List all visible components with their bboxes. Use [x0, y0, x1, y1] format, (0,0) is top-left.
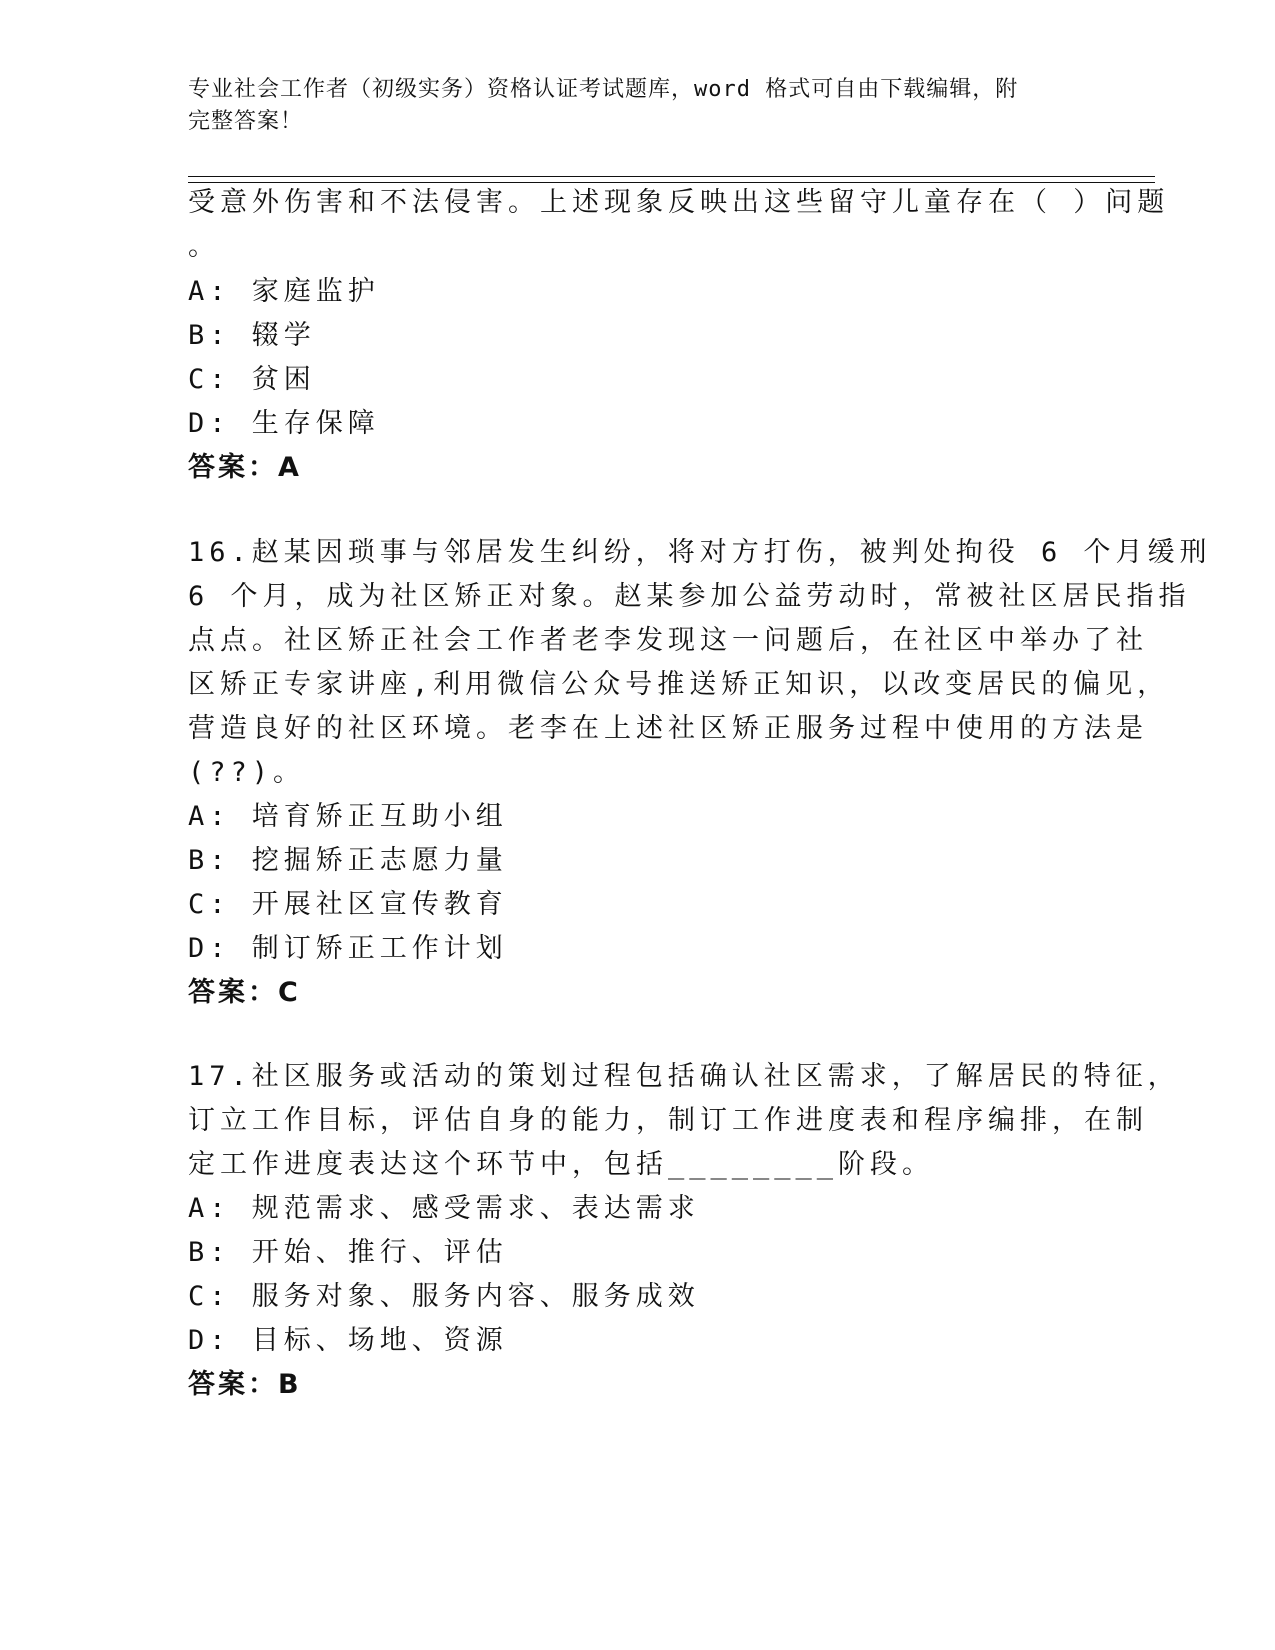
- q17-stem-line-2: 订立工作目标，评估自身的能力，制订工作进度表和程序编排，在制: [188, 1105, 1148, 1136]
- q16-answer: 答案：C: [188, 977, 301, 1008]
- q15-stem-line-2: 。: [188, 231, 220, 262]
- q17-option-b: B: 开始、推行、评估: [188, 1237, 508, 1268]
- q17-option-c: C: 服务对象、服务内容、服务成效: [188, 1281, 700, 1312]
- q16-option-c: C: 开展社区宣传教育: [188, 889, 508, 920]
- q16-stem-line-4: 区矫正专家讲座,利用微信公众号推送矫正知识，以改变居民的偏见，: [188, 669, 1170, 700]
- header-line-1: 专业社会工作者（初级实务）资格认证考试题库，word 格式可自由下载编辑，附: [188, 77, 1019, 102]
- header-divider-bottom: [188, 182, 1155, 183]
- q16-stem-line-3: 点点。社区矫正社会工作者老李发现这一问题后，在社区中举办了社: [188, 625, 1148, 656]
- q16-stem-line-5: 营造良好的社区环境。老李在上述社区矫正服务过程中使用的方法是: [188, 713, 1148, 744]
- document-header: [188, 74, 1088, 138]
- q17-option-d: D: 目标、场地、资源: [188, 1325, 508, 1356]
- q15-stem-line-1: 受意外伤害和不法侵害。上述现象反映出这些留守儿童存在（ ）问题: [188, 187, 1170, 218]
- q17-answer: 答案：B: [188, 1369, 302, 1400]
- q16-stem-line-6: (??)。: [188, 757, 306, 788]
- q15-option-b: B: 辍学: [188, 320, 316, 351]
- q16-stem-line-1: 16.赵某因琐事与邻居发生纠纷，将对方打伤，被判处拘役 6 个月缓刑: [188, 537, 1212, 568]
- q16-stem-line-2: 6 个月，成为社区矫正对象。赵某参加公益劳动时，常被社区居民指指: [188, 581, 1191, 612]
- q15-option-c: C: 贫困: [188, 364, 316, 395]
- q15-option-d: D: 生存保障: [188, 408, 380, 439]
- q16-option-d: D: 制订矫正工作计划: [188, 933, 508, 964]
- q17-stem-line-1: 17.社区服务或活动的策划过程包括确认社区需求，了解居民的特征，: [188, 1061, 1180, 1092]
- q15-answer: 答案：A: [188, 452, 302, 483]
- header-divider-top: [188, 176, 1155, 177]
- q17-stem-line-3: 定工作进度表达这个环节中，包括________阶段。: [188, 1149, 935, 1180]
- header-line-2: 完整答案！: [188, 109, 304, 134]
- q15-option-a: A: 家庭监护: [188, 276, 380, 307]
- q17-option-a: A: 规范需求、感受需求、表达需求: [188, 1193, 700, 1224]
- q16-option-a: A: 培育矫正互助小组: [188, 801, 508, 832]
- q16-option-b: B: 挖掘矫正志愿力量: [188, 845, 508, 876]
